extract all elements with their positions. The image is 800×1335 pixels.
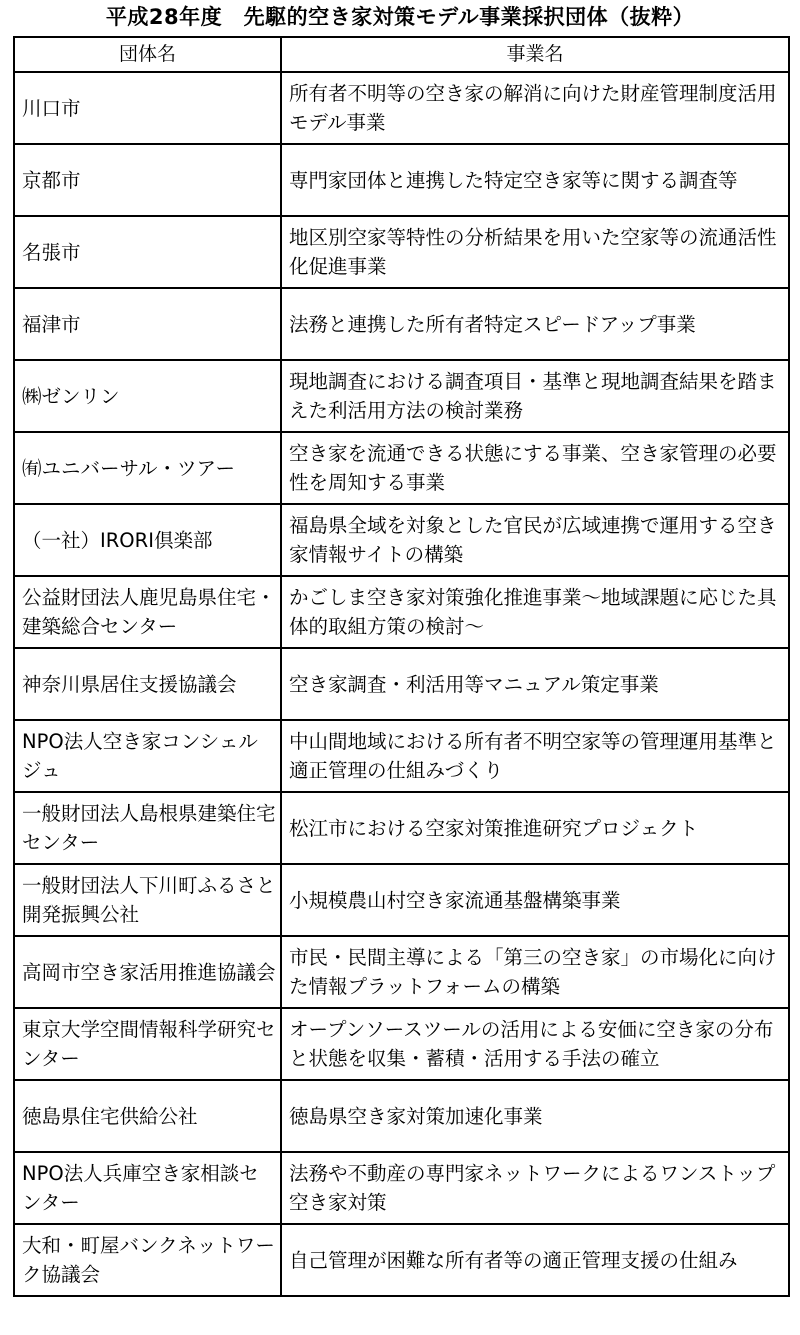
project-cell: 法務や不動産の専門家ネットワークによるワンストップ空き家対策 bbox=[281, 1152, 789, 1224]
table-row bbox=[14, 72, 789, 144]
table-row bbox=[14, 936, 789, 1008]
project-cell: 市民・民間主導による「第三の空き家」の市場化に向けた情報プラットフォームの構築 bbox=[281, 936, 789, 1008]
organization-cell: 福津市 bbox=[14, 288, 281, 360]
organization-cell: （一社）IRORI倶楽部 bbox=[14, 504, 281, 576]
project-cell: 自己管理が困難な所有者等の適正管理支援の仕組み bbox=[281, 1224, 789, 1296]
organization-cell: NPO法人空き家コンシェルジュ bbox=[14, 720, 281, 792]
table-row bbox=[14, 864, 789, 936]
project-cell: かごしま空き家対策強化推進事業～地域課題に応じた具体的取組方策の検討～ bbox=[281, 576, 789, 648]
project-cell: 空き家を流通できる状態にする事業、空き家管理の必要性を周知する事業 bbox=[281, 432, 789, 504]
table-row bbox=[14, 144, 789, 216]
organization-cell: ㈲ユニバーサル・ツアー bbox=[14, 432, 281, 504]
organization-cell: 公益財団法人鹿児島県住宅・建築総合センター bbox=[14, 576, 281, 648]
project-cell: 現地調査における調査項目・基準と現地調査結果を踏まえた利活用方法の検討業務 bbox=[281, 360, 789, 432]
adopted-organizations-table bbox=[13, 36, 790, 1297]
table-row bbox=[14, 648, 789, 720]
project-cell: 福島県全域を対象とした官民が広域連携で運用する空き家情報サイトの構築 bbox=[281, 504, 789, 576]
table-row bbox=[14, 1008, 789, 1080]
project-cell: 小規模農山村空き家流通基盤構築事業 bbox=[281, 864, 789, 936]
project-cell: 所有者不明等の空き家の解消に向けた財産管理制度活用モデル事業 bbox=[281, 72, 789, 144]
project-cell: 松江市における空家対策推進研究プロジェクト bbox=[281, 792, 789, 864]
organization-cell: 東京大学空間情報科学研究センター bbox=[14, 1008, 281, 1080]
project-cell: 空き家調査・利活用等マニュアル策定事業 bbox=[281, 648, 789, 720]
project-cell: オープンソースツールの活用による安価に空き家の分布と状態を収集・蓄積・活用する手法の確立 bbox=[281, 1008, 789, 1080]
project-cell: 法務と連携した所有者特定スピードアップ事業 bbox=[281, 288, 789, 360]
organization-cell: 川口市 bbox=[14, 72, 281, 144]
organization-cell: 一般財団法人下川町ふるさと開発振興公社 bbox=[14, 864, 281, 936]
organization-cell: 徳島県住宅供給公社 bbox=[14, 1080, 281, 1152]
organization-cell: 名張市 bbox=[14, 216, 281, 288]
table-row bbox=[14, 504, 789, 576]
organization-cell: NPO法人兵庫空き家相談センター bbox=[14, 1152, 281, 1224]
table-row bbox=[14, 1152, 789, 1224]
header-project: 事業名 bbox=[281, 37, 789, 72]
project-cell: 徳島県空き家対策加速化事業 bbox=[281, 1080, 789, 1152]
table-row bbox=[14, 216, 789, 288]
table-row bbox=[14, 576, 789, 648]
organization-cell: 一般財団法人島根県建築住宅センター bbox=[14, 792, 281, 864]
table-header-row bbox=[14, 37, 789, 72]
organization-cell: 大和・町屋バンクネットワーク協議会 bbox=[14, 1224, 281, 1296]
table-row bbox=[14, 720, 789, 792]
project-cell: 地区別空家等特性の分析結果を用いた空家等の流通活性化促進事業 bbox=[281, 216, 789, 288]
table-row bbox=[14, 1080, 789, 1152]
organization-cell: 神奈川県居住支援協議会 bbox=[14, 648, 281, 720]
table-row bbox=[14, 1224, 789, 1296]
document-title: 平成28年度 先駆的空き家対策モデル事業採択団体（抜粋） bbox=[105, 5, 695, 29]
table-row bbox=[14, 792, 789, 864]
organization-cell: ㈱ゼンリン bbox=[14, 360, 281, 432]
organization-cell: 高岡市空き家活用推進協議会 bbox=[14, 936, 281, 1008]
table-row bbox=[14, 288, 789, 360]
organization-cell: 京都市 bbox=[14, 144, 281, 216]
table-row bbox=[14, 432, 789, 504]
header-organization: 団体名 bbox=[14, 37, 281, 72]
table-row bbox=[14, 360, 789, 432]
project-cell: 専門家団体と連携した特定空き家等に関する調査等 bbox=[281, 144, 789, 216]
project-cell: 中山間地域における所有者不明空家等の管理運用基準と適正管理の仕組みづくり bbox=[281, 720, 789, 792]
